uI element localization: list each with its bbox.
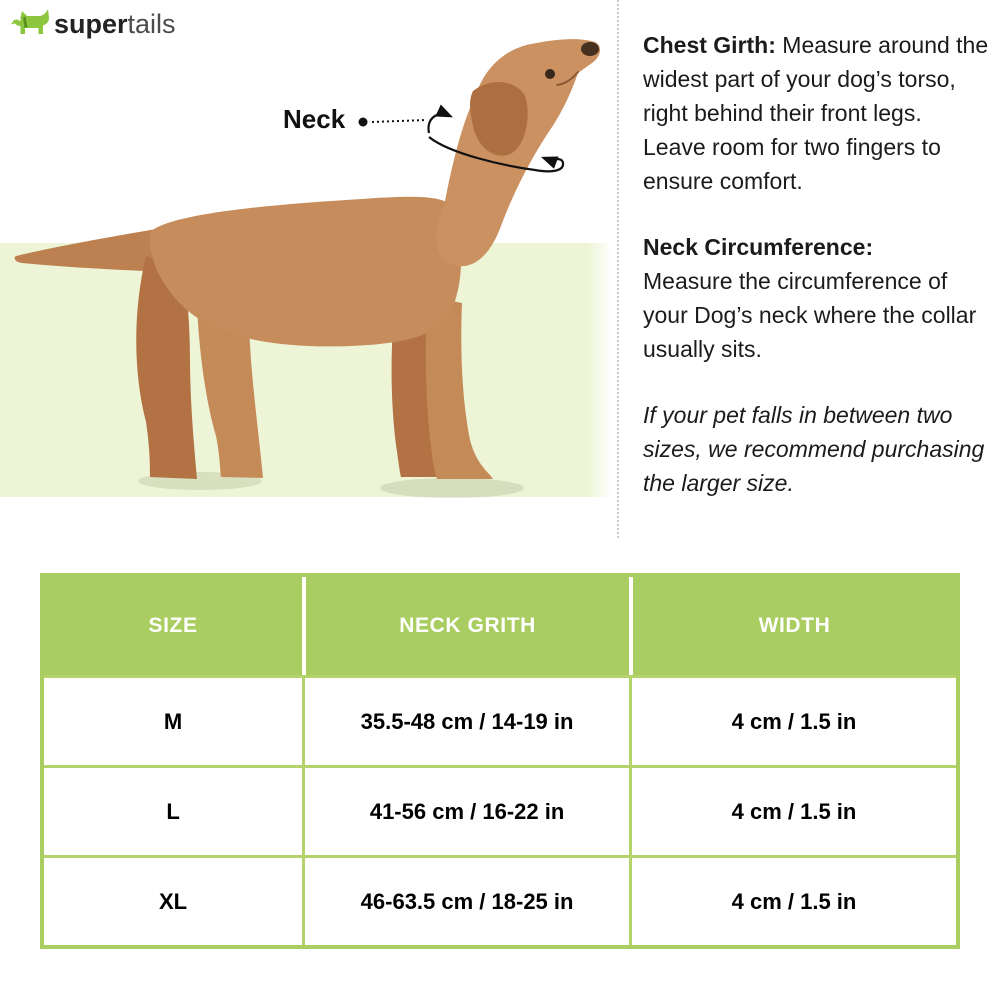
wordmark-super: super xyxy=(54,8,128,39)
header-neck-girth: NECK GRITH xyxy=(302,577,629,675)
supertails-wordmark xyxy=(54,9,176,40)
cell-width-m: 4 cm / 1.5 in xyxy=(629,678,956,765)
cell-size-xl: XL xyxy=(158,888,188,914)
cell-width-l: 4 cm / 1.5 in xyxy=(629,768,956,855)
chest-girth-label: Chest Girth: xyxy=(643,32,776,58)
cell-size-l: L xyxy=(166,798,180,824)
wordmark-tails: tails xyxy=(127,8,176,39)
neck-circumference-paragraph xyxy=(643,230,990,366)
table-row-m xyxy=(44,675,956,765)
neck-circumference-text: Measure the circumference of your Dog’s neck where the collar usually sits. xyxy=(643,268,977,362)
chest-girth-text: Measure around the widest part of your dog’s torso, right behind their front legs. Leave room for two fingers to ensure comfort. xyxy=(643,32,989,194)
supertails-dog-icon xyxy=(10,6,52,42)
measurement-instructions xyxy=(643,28,990,532)
cell-neck-m: 35.5-48 cm / 14-19 in xyxy=(302,678,629,765)
table-row-l xyxy=(44,765,956,855)
cell-size-m: M xyxy=(163,708,183,734)
cell-neck-l: 41-56 cm / 16-22 in xyxy=(302,768,629,855)
header-width: WIDTH xyxy=(629,577,956,675)
dog-photo xyxy=(0,0,620,540)
between-sizes-note: If your pet falls in between two sizes, we recommend purchasing the larger size. xyxy=(643,402,985,496)
cell-width-xl: 4 cm / 1.5 in xyxy=(629,858,956,945)
header-size: SIZE xyxy=(148,614,198,637)
table-row-xl xyxy=(44,855,956,945)
neck-circumference-label: Neck Circumference: xyxy=(643,234,874,260)
size-table xyxy=(40,573,960,949)
chest-girth-paragraph xyxy=(643,28,990,198)
cell-neck-xl: 46-63.5 cm / 18-25 in xyxy=(302,858,629,945)
dotted-divider xyxy=(617,0,619,538)
size-table-header-row xyxy=(44,577,956,675)
supertails-logo xyxy=(10,6,176,42)
neck-label: Neck xyxy=(283,104,346,134)
